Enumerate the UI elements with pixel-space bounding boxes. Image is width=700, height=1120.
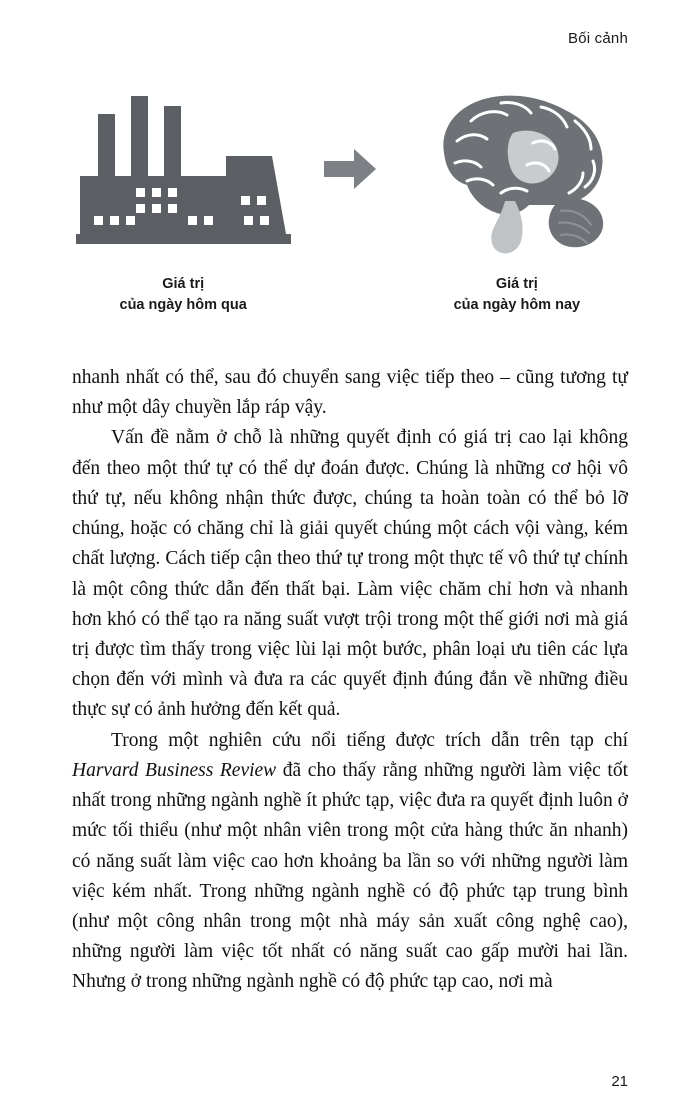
- caption-spacer: [320, 274, 379, 316]
- figure-graphics: [72, 81, 628, 256]
- paragraph-3-part1: Trong một nghiên cứu nổi tiếng được trích dẫn trên tạp chí: [111, 729, 628, 751]
- paragraph-3-part2: đã cho thấy rằng những người làm việc tốt nhất trong những ngành nghề ít phức tạp, việc đưa ra quyết định luôn ở mức tối thiểu (như một nhân viên trong một cửa hàng thức ăn nhanh) có năng suất làm việc cao hơn khoảng ba lần so với những người làm việc kém nhất. Trong những ngành nghề có độ phức tạp trung bình (như một công nhân trong một nhà máy sản xuất công nghệ cao), những người làm việc tốt nhất có năng suất cao gấp mười hai lần. Nhưng ở trong những ngành nghề có độ phức tạp cao, nơi mà: [72, 759, 628, 993]
- paragraph-3: [72, 726, 628, 998]
- paragraph-1: nhanh nhất có thể, sau đó chuyển sang việc tiếp theo – cũng tương tự như một dây chuyền lắp ráp vậy.: [72, 367, 628, 419]
- figure-caption-left-line2: của ngày hôm qua: [119, 297, 247, 314]
- figure-caption-right-line1: Giá trị: [495, 276, 538, 292]
- figure-captions: [72, 274, 628, 316]
- right-arrow-icon: [320, 81, 379, 256]
- brain-icon: [406, 81, 628, 256]
- figure-caption-left: [72, 274, 294, 316]
- figure-caption-left-line1: Giá trị: [162, 276, 205, 292]
- figure-value-shift: [72, 81, 628, 341]
- journal-title: Harvard Business Review: [72, 759, 277, 781]
- body-text: [72, 363, 628, 998]
- factory-icon: [72, 81, 294, 256]
- page-number: 21: [611, 1073, 628, 1090]
- paragraph-2: Vấn đề nằm ở chỗ là những quyết định có giá trị cao lại không đến theo một thứ tự có thể dự đoán được. Chúng là những cơ hội vô thứ tự, nếu không nhận thức được, chúng ta hoàn toàn có thể bỏ lỡ chúng, hoặc có chăng chỉ là giải quyết chúng một cách vội vàng, kém chất lượng. Cách tiếp cận theo thứ tự trong một thực tế vô thứ tự chính là một công thức dẫn đến thất bại. Làm việc chăm chỉ hơn và nhanh hơn khó có thể tạo ra năng suất vượt trội trong một thế giới nơi mà giá trị được tìm thấy trong việc lùi lại một bước, phân loại ưu tiên các lựa chọn đến với mình và đưa ra các quyết định đúng đắn về những điều thực sự có ảnh hưởng đến kết quả.: [72, 427, 628, 721]
- figure-caption-right: [406, 274, 628, 316]
- figure-caption-right-line2: của ngày hôm nay: [453, 297, 581, 314]
- running-head: Bối cảnh: [568, 30, 628, 47]
